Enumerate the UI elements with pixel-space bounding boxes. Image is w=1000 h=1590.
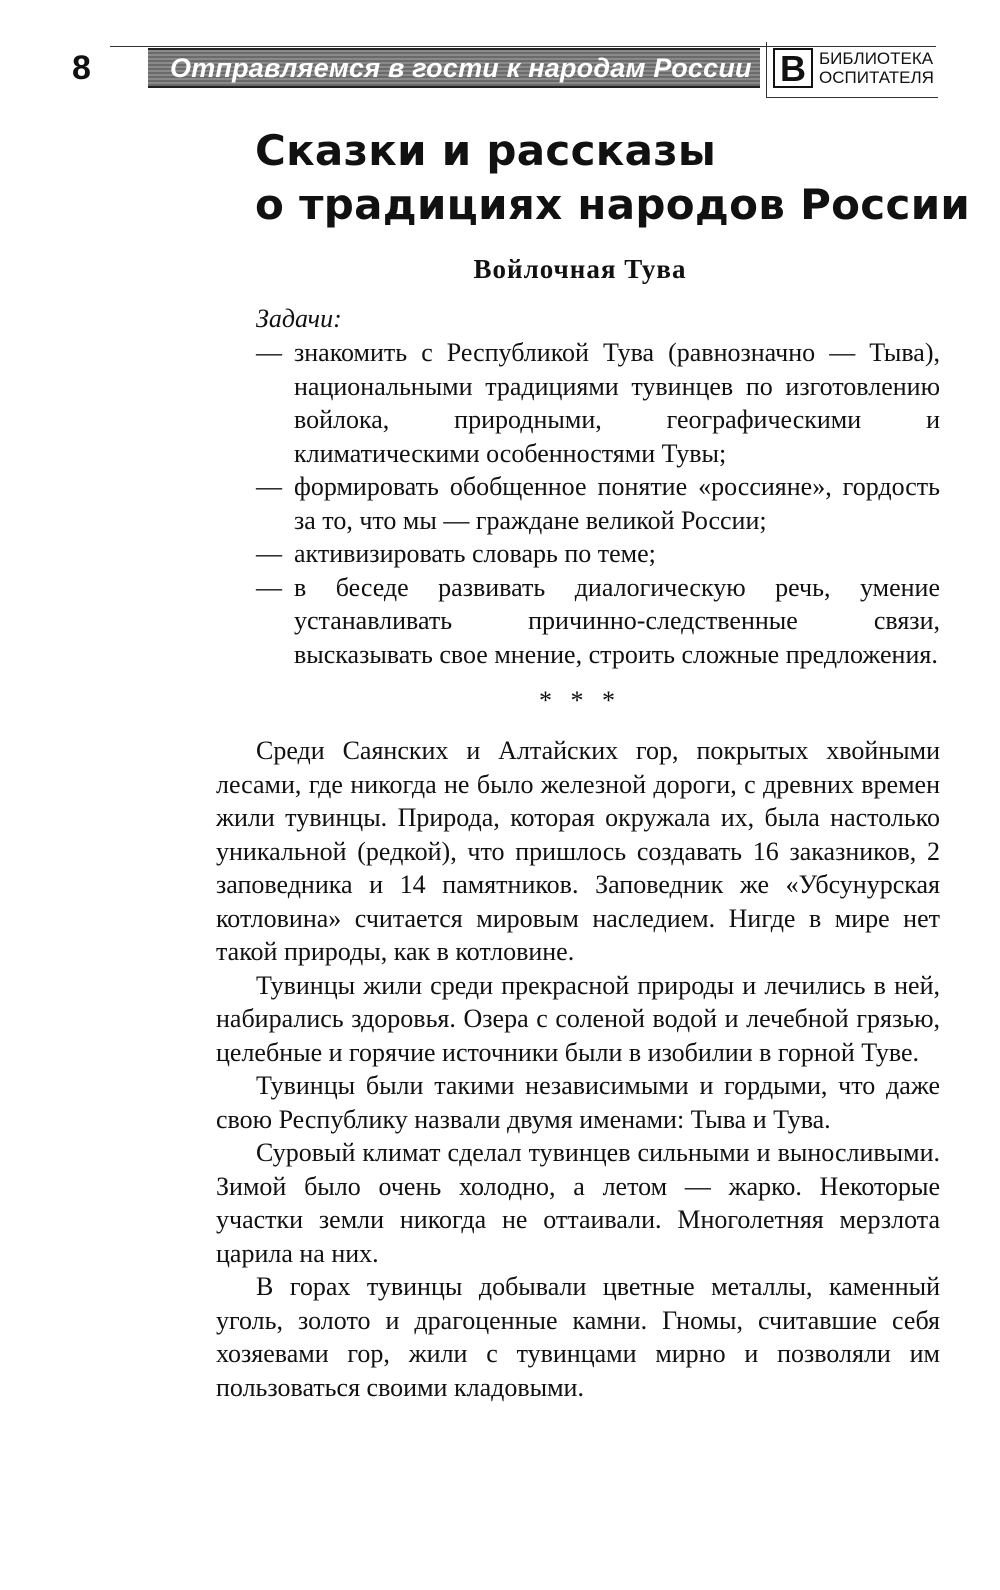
paragraph: Среди Саянских и Алтайских гор, покрытых хвойными лесами, где никогда не было железной дороги, с древних времен жили тувинцы. Природа, которая окружала их, была настолько уникальной (редкой), что пришлось создавать 16 заказников, 2 заповедника и 14 памятников. Заповедник же «Убсунурская котловина» считается мировым наследием. Нигде в мире нет такой природы, как в котловине. xyxy=(216,736,940,966)
task-item xyxy=(256,571,940,672)
series-logo-line1: БИБЛИОТЕКА xyxy=(819,49,934,68)
running-title: Отправляемся в гости к народам России xyxy=(170,53,752,83)
paragraph: Тувинцы были такими независимыми и гордыми, что даже свою Республику назвали двумя именами: Тыва и Тува. xyxy=(216,1071,940,1134)
task-item xyxy=(256,537,940,571)
chapter-title-line1: Сказки и рассказы xyxy=(255,126,717,175)
story-title: Войлочная Тува xyxy=(473,254,687,284)
page-number: 8 xyxy=(72,49,91,87)
task-dash: — xyxy=(256,572,282,602)
task-dash: — xyxy=(256,472,282,501)
task-text: знакомить с Республикой Тува (равнозначно — Тыва), национальными традициями тувинцев по изготовлению войлока, природными, географическими и климатическими особенностями Тувы; xyxy=(294,338,940,468)
task-dash: — xyxy=(256,338,282,367)
task-dash: — xyxy=(256,539,282,568)
series-logo-letter: В xyxy=(773,48,813,88)
chapter-title xyxy=(255,124,971,232)
tasks-label: Задачи: xyxy=(256,304,342,333)
story-body xyxy=(216,734,940,1404)
task-text: в беседе развивать диалогическую речь, умение устанавливать причинно-следственные связи, высказывать свое мнение, строить сложные предложения. xyxy=(294,572,940,669)
paragraph: В горах тувинцы добывали цветные металлы, каменный уголь, золото и драгоценные камни. Гномы, считавшие себя хозяевами гор, жили с тувинцами мирно и позволяли им пользоваться своими кладовыми. xyxy=(216,1272,940,1402)
task-item xyxy=(256,336,940,470)
chapter-title-line2: о традициях народов России xyxy=(255,180,971,229)
page-header xyxy=(0,40,1000,100)
section-separator: * * * xyxy=(539,686,621,715)
paragraph: Суровый климат сделал тувинцев сильными и выносливыми. Зимой было очень холодно, а летом — жарко. Некоторые участки земли никогда не оттаивали. Многолетняя мерзлота царила на них. xyxy=(216,1138,940,1268)
task-text: активизировать словарь по теме; xyxy=(294,539,656,568)
task-text: формировать обобщенное понятие «россияне», гордость за то, что мы — граждане великой России; xyxy=(294,472,940,535)
series-logo xyxy=(766,42,938,98)
paragraph: Тувинцы жили среди прекрасной природы и лечились в ней, набирались здоровья. Озера с соленой водой и лечебной грязью, целебные и горячие источники были в изобилии в горной Туве. xyxy=(216,970,940,1067)
task-item xyxy=(256,470,940,537)
tasks-list xyxy=(256,336,940,671)
series-logo-line2: ОСПИТАТЕЛЯ xyxy=(819,68,934,87)
